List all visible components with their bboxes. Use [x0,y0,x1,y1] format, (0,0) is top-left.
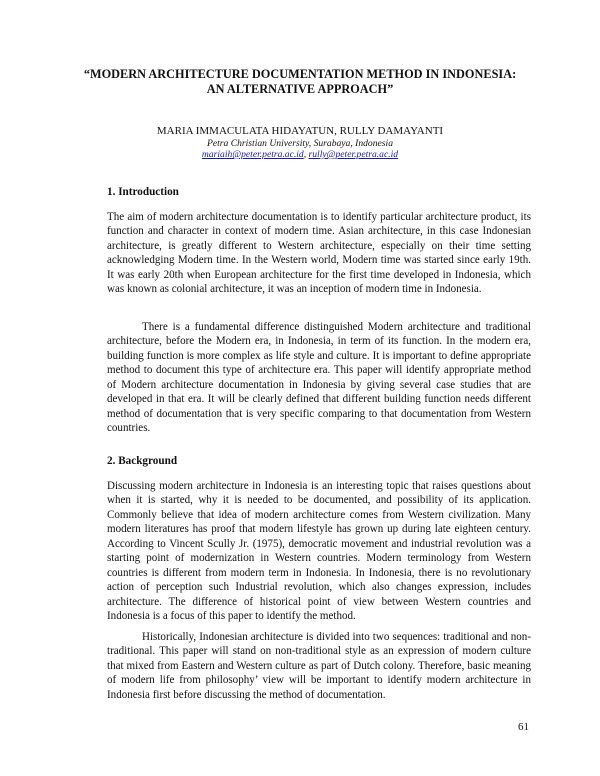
section-heading-introduction: 1. Introduction [107,186,179,198]
author-emails [60,149,540,160]
title-line-2: AN ALTERNATIVE APPROACH” [206,82,394,96]
email-separator: , [303,149,309,160]
author-affiliation: Petra Christian University, Surabaya, Indonesia [206,138,393,149]
section-heading-background: 2. Background [107,455,178,467]
page-number: 61 [518,721,529,733]
email-link-rully[interactable]: rully@peter.petra.ac.id [308,149,399,160]
paper-title [60,67,540,97]
paragraph-intro-2: There is a fundamental difference distinguished Modern architecture and traditional architecture, before the Modern era, in Indonesia, in term of its function. In the modern era, building function is more complex as life style and culture. It is important to define appropriate method to document this type of architecture era. This paper will identify appropriate method of Modern architecture documentation in Indonesia by giving several case studies that are developed in that era. It will be clearly defined that different building function needs different method of documentation that is very specific comparing to that documentation from Western countries. [107,321,531,435]
paragraph-background-1: Discussing modern architecture in Indonesia is an interesting topic that raises questions about when it is started, why it is needed to be documented, and possibility of its application. Commonly believe that idea of modern architecture comes from Western civilization. Many modern literatures has proof that modern lifestyle has grown up during late eighteen century. According to Vincent Scully Jr. (1975), democratic movement and industrial revolution was a starting point of modernization in Western countries. Modern terminology from Western countries is different from modern term in Indonesia. In Indonesia, there is no revolutionary action of perception such Industrial revolution, which also changes expression, includes architecture. The difference of historical point of view between Western countries and Indonesia is a focus of this paper to identify the method. [107,480,531,623]
paragraph-intro-1: The aim of modern architecture documentation is to identify particular architecture product, its function and character in context of modern time. Asian architecture, in this case Indonesian architecture, is greatly different to Western architecture, especially on their time setting acknowledging Modern time. In the Western world, Modern time was started since early 19th. It was early 20th when European architecture for the first time developed in Indonesia, which was known as colonial architecture, it was an inception of modern time in Indonesia. [107,211,531,296]
title-line-1: “MODERN ARCHITECTURE DOCUMENTATION METHOD IN INDONESIA: [83,67,517,81]
email-link-maria[interactable]: mariaih@peter.petra.ac.id [201,149,304,160]
author-names: MARIA IMMACULATA HIDAYATUN, RULLY DAMAYANTI [156,125,444,137]
paragraph-background-2: Historically, Indonesian architecture is divided into two sequences: traditional and non-traditional. This paper will stand on non-traditional style as an expression of modern culture that mixed from Eastern and Western culture as part of Dutch colony. Therefore, basic meaning of modern life from philosophy’ view will be important to identify modern architecture in Indonesia first before discussing the method of documentation. [107,631,531,701]
